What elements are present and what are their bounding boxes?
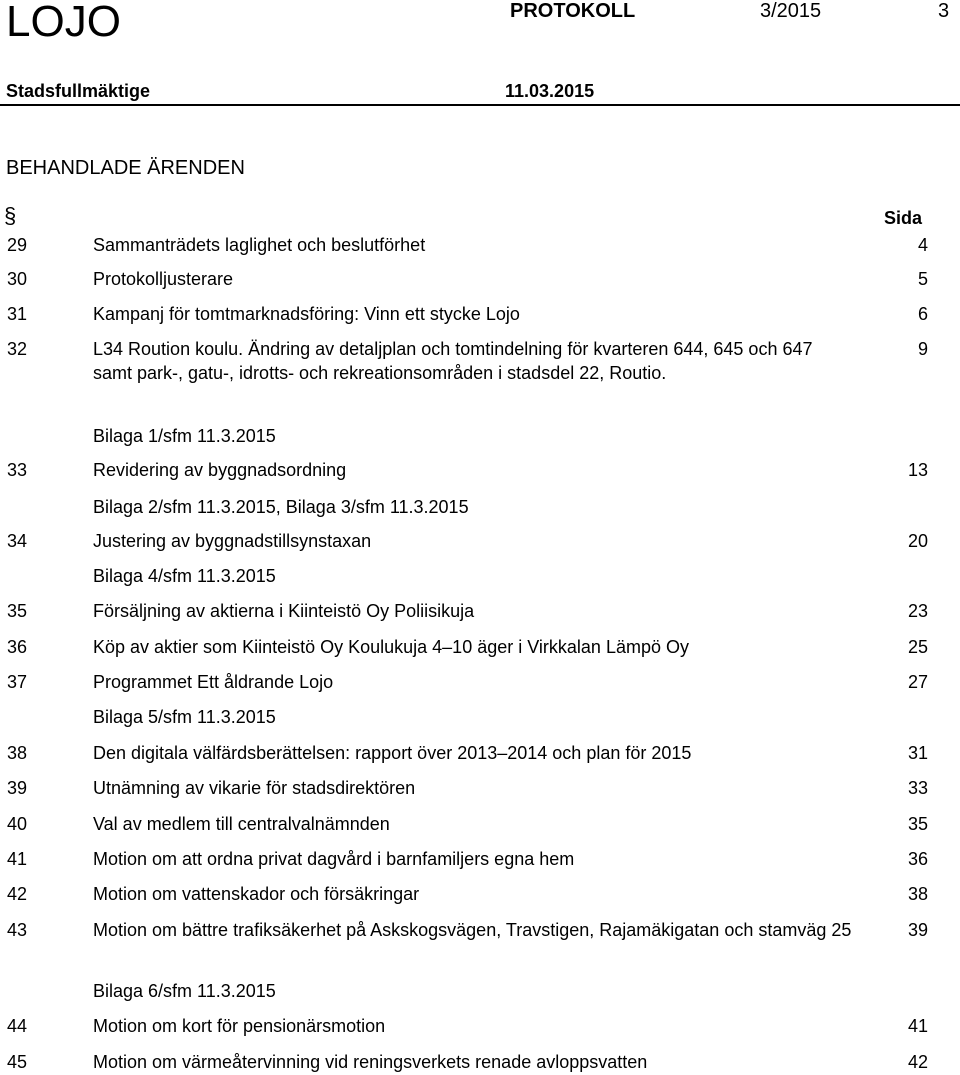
item-number: 42 <box>7 884 28 904</box>
item-title: Försäljning av aktierna i Kiinteistö Oy Poliisikuja <box>93 601 475 621</box>
item-number: 43 <box>7 920 28 940</box>
header-divider <box>0 104 960 106</box>
item-title: Motion om värmeåtervinning vid reningsverkets renade avloppsvatten <box>93 1052 648 1072</box>
item-page: 39 <box>907 920 928 940</box>
item-title: Justering av byggnadstillsynstaxan <box>93 531 372 551</box>
item-number: 33 <box>7 460 28 480</box>
item-page: 25 <box>907 637 928 657</box>
item-attachment: Bilaga 2/sfm 11.3.2015, Bilaga 3/sfm 11.3.2015 <box>93 497 469 517</box>
item-number: 34 <box>7 531 28 551</box>
item-title: Utnämning av vikarie för stadsdirektören <box>93 778 416 798</box>
item-page: 27 <box>907 672 928 692</box>
item-title: Motion om kort för pensionärsmotion <box>93 1016 386 1036</box>
item-title: Motion om vattenskador och försäkringar <box>93 884 420 904</box>
item-attachment: Bilaga 6/sfm 11.3.2015 <box>93 981 276 1001</box>
item-number: 45 <box>7 1052 28 1072</box>
meeting-date: 11.03.2015 <box>505 81 595 101</box>
item-number: 44 <box>7 1016 28 1036</box>
item-page: 42 <box>907 1052 928 1072</box>
city-logo: LOJO <box>6 0 121 46</box>
item-attachment: Bilaga 1/sfm 11.3.2015 <box>93 426 276 446</box>
item-number: 31 <box>7 304 28 324</box>
paragraph-symbol-heading: § <box>4 203 17 228</box>
page-column-heading: Sida <box>884 208 923 228</box>
item-attachment: Bilaga 5/sfm 11.3.2015 <box>93 707 276 727</box>
item-page: 35 <box>907 814 928 834</box>
item-title: Protokolljusterare <box>93 269 234 289</box>
item-title: L34 Roution koulu. Ändring av detaljplan och tomtindelning för kvarteren 644, 645 och 647 samt park-, gatu-, idrotts- och rekreationsområden i stadsdel 22, Routio. <box>93 339 813 383</box>
item-title: Den digitala välfärdsberättelsen: rapport över 2013–2014 och plan för 2015 <box>93 743 692 763</box>
item-number: 38 <box>7 743 28 763</box>
item-title: Köp av aktier som Kiinteistö Oy Koulukuja 4–10 äger i Virkkalan Lämpö Oy <box>93 637 689 657</box>
item-number: 29 <box>7 235 28 255</box>
item-page: 23 <box>907 601 928 621</box>
item-page: 38 <box>907 884 928 904</box>
item-page: 36 <box>907 849 928 869</box>
item-title: Kampanj för tomtmarknadsföring: Vinn ett stycke Lojo <box>93 304 520 324</box>
item-title: Val av medlem till centralvalnämnden <box>93 814 390 834</box>
item-attachment: Bilaga 4/sfm 11.3.2015 <box>93 566 276 586</box>
item-page: 9 <box>917 339 928 359</box>
item-title: Programmet Ett åldrande Lojo <box>93 672 334 692</box>
item-page: 4 <box>917 235 928 255</box>
item-title: Revidering av byggnadsordning <box>93 460 347 480</box>
document-type: PROTOKOLL <box>510 0 636 22</box>
item-number: 36 <box>7 637 28 657</box>
organ-name: Stadsfullmäktige <box>6 81 151 101</box>
document-number: 3/2015 <box>760 0 822 22</box>
item-number: 32 <box>7 339 28 359</box>
item-page: 5 <box>917 269 928 289</box>
item-number: 30 <box>7 269 28 289</box>
item-page: 31 <box>907 743 928 763</box>
page-number: 3 <box>938 0 950 22</box>
item-page: 13 <box>907 460 928 480</box>
item-title: Motion om att ordna privat dagvård i barnfamiljers egna hem <box>93 849 575 869</box>
item-number: 35 <box>7 601 28 621</box>
item-page: 6 <box>917 304 928 324</box>
item-page: 33 <box>907 778 928 798</box>
item-title: Sammanträdets laglighet och beslutförhet <box>93 235 426 255</box>
item-number: 41 <box>7 849 28 869</box>
section-title: BEHANDLADE ÄRENDEN <box>6 157 245 179</box>
item-number: 37 <box>7 672 28 692</box>
item-title: Motion om bättre trafiksäkerhet på Askskogsvägen, Travstigen, Rajamäkigatan och stamväg 25 <box>93 920 852 940</box>
item-page: 41 <box>907 1016 928 1036</box>
item-number: 39 <box>7 778 28 798</box>
item-page: 20 <box>907 531 928 551</box>
item-number: 40 <box>7 814 28 834</box>
